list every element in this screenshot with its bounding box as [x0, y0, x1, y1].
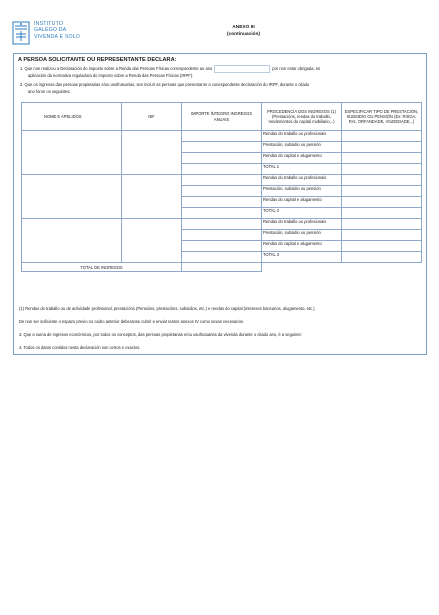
- row-label: Rendas do capital e alugamento: [262, 153, 342, 164]
- document-header: [0, 24, 439, 38]
- especificar-field[interactable]: [342, 219, 422, 230]
- importe-field[interactable]: [182, 131, 262, 142]
- col-procedencia: PROCEDENCIA DOS INGRESOS (1) (Prestacións, rendas do traballo, rendementos do capital mobiliario,..): [262, 103, 342, 131]
- col-importe: IMPORTE ÍNTEGRO INGRESOS ANUAIS: [182, 103, 262, 131]
- nif-field[interactable]: [122, 131, 182, 175]
- col-especificar: ESPECIFICAR TIPO DE PRESTACIÓN, SUBSIDIO OU PENSIÓN (Ex: RISGA, RAI, ORFANDADE, VIUDEDADE,..): [342, 103, 422, 131]
- importe-field[interactable]: [182, 142, 262, 153]
- item1-text-a: 1. Que non realizou a Declaración do imposto sobre a Renda das Persoas Físicas correspondente ao ano: [20, 66, 213, 72]
- footnote-1: (1) Rendas do traballo ou de actividade profesional, prestacións (Pensións, prestacións, subsidios, etc.) e rendas do capital (intereses bancarios, alugamento, etc.): [19, 306, 315, 311]
- declaration-box: [13, 53, 427, 355]
- total-ingresos-field[interactable]: [182, 263, 262, 272]
- nif-field[interactable]: [122, 219, 182, 263]
- total-label: TOTAL 2: [262, 208, 342, 219]
- item2-text-b: ano foron os seguintes:: [28, 88, 71, 94]
- row-label: Prestación, subsidio ou pensión: [262, 230, 342, 241]
- empty-cell: [262, 263, 342, 272]
- empty-cell: [342, 252, 422, 263]
- especificar-field[interactable]: [342, 175, 422, 186]
- year-field[interactable]: [214, 65, 270, 73]
- section-title: A PERSOA SOLICITANTE OU REPRESENTANTE DECLARA:: [18, 57, 177, 63]
- importe-field[interactable]: [182, 230, 262, 241]
- logo-line: GALEGO DA: [34, 27, 67, 34]
- total-label: TOTAL 1: [262, 164, 342, 175]
- total-ingresos-label: TOTAL DE INGRESOS: [22, 263, 182, 272]
- total-field[interactable]: [182, 252, 262, 263]
- income-table: [21, 102, 422, 272]
- declaration-item-3: 3. Que a suma de ingresos económicos, por todos os conceptos, das persoas propietarias e/ou usufrutuarias da vivenda durante o citado ano, é a seguinte:: [19, 332, 302, 337]
- nome-field[interactable]: [22, 219, 122, 263]
- especificar-field[interactable]: [342, 230, 422, 241]
- total-label: TOTAL 3: [262, 252, 342, 263]
- empty-cell: [342, 208, 422, 219]
- col-nif: NIF: [122, 103, 182, 131]
- footnote-2: De non ser suficiente o espazo previo no cadro anterior deberanse cubrir e enviar tantos anexos IV como sexan necesarios.: [19, 319, 245, 324]
- row-label: Rendas do capital e alugamento: [262, 197, 342, 208]
- nif-field[interactable]: [122, 175, 182, 219]
- especificar-field[interactable]: [342, 197, 422, 208]
- row-label: Rendas do traballo ou profesionais: [262, 175, 342, 186]
- importe-field[interactable]: [182, 219, 262, 230]
- row-label: Prestación, subsidio ou pensión: [262, 186, 342, 197]
- row-label: Prestación, subsidio ou pensión: [262, 142, 342, 153]
- especificar-field[interactable]: [342, 186, 422, 197]
- importe-field[interactable]: [182, 241, 262, 252]
- item1-text-c: aplicación da normativa reguladora do imposto sobre a Renda das Persoas Físicas (IRPF).: [28, 73, 194, 78]
- declaration-item-1: [20, 65, 422, 80]
- nome-field[interactable]: [22, 175, 122, 219]
- importe-field[interactable]: [182, 153, 262, 164]
- empty-cell: [342, 263, 422, 272]
- annex-title: ANEXO III: [232, 25, 255, 30]
- total-field[interactable]: [182, 164, 262, 175]
- annex-subtitle: (continuación): [226, 32, 261, 37]
- nome-field[interactable]: [22, 131, 122, 175]
- logo-line: INSTITUTO: [34, 21, 64, 27]
- importe-field[interactable]: [182, 175, 262, 186]
- row-label: Rendas do traballo ou profesionais: [262, 131, 342, 142]
- item2-text-a: 2. Que os ingresos das persoas propietarias e/ou usufrutuarias, sen incluír as persoas que presentaron a conespondente declaración do IRPF, durante o citado: [20, 82, 310, 87]
- especificar-field[interactable]: [342, 131, 422, 142]
- importe-field[interactable]: [182, 197, 262, 208]
- col-nome: NOME E APELIDOS: [22, 103, 122, 131]
- especificar-field[interactable]: [342, 241, 422, 252]
- total-field[interactable]: [182, 208, 262, 219]
- row-label: Rendas do capital e alugamento: [262, 241, 342, 252]
- declaration-item-2: [20, 82, 422, 95]
- declaration-item-4: 4. Todos os datos contidos nesta declaración son certos e exactos.: [19, 345, 141, 350]
- row-label: Rendas do traballo ou profesionais: [262, 219, 342, 230]
- logo-line: VIVENDA E SOLO: [34, 33, 81, 40]
- item1-text-b: por non estar obrigada, en: [272, 66, 321, 72]
- especificar-field[interactable]: [342, 142, 422, 153]
- importe-field[interactable]: [182, 186, 262, 197]
- especificar-field[interactable]: [342, 153, 422, 164]
- empty-cell: [342, 164, 422, 175]
